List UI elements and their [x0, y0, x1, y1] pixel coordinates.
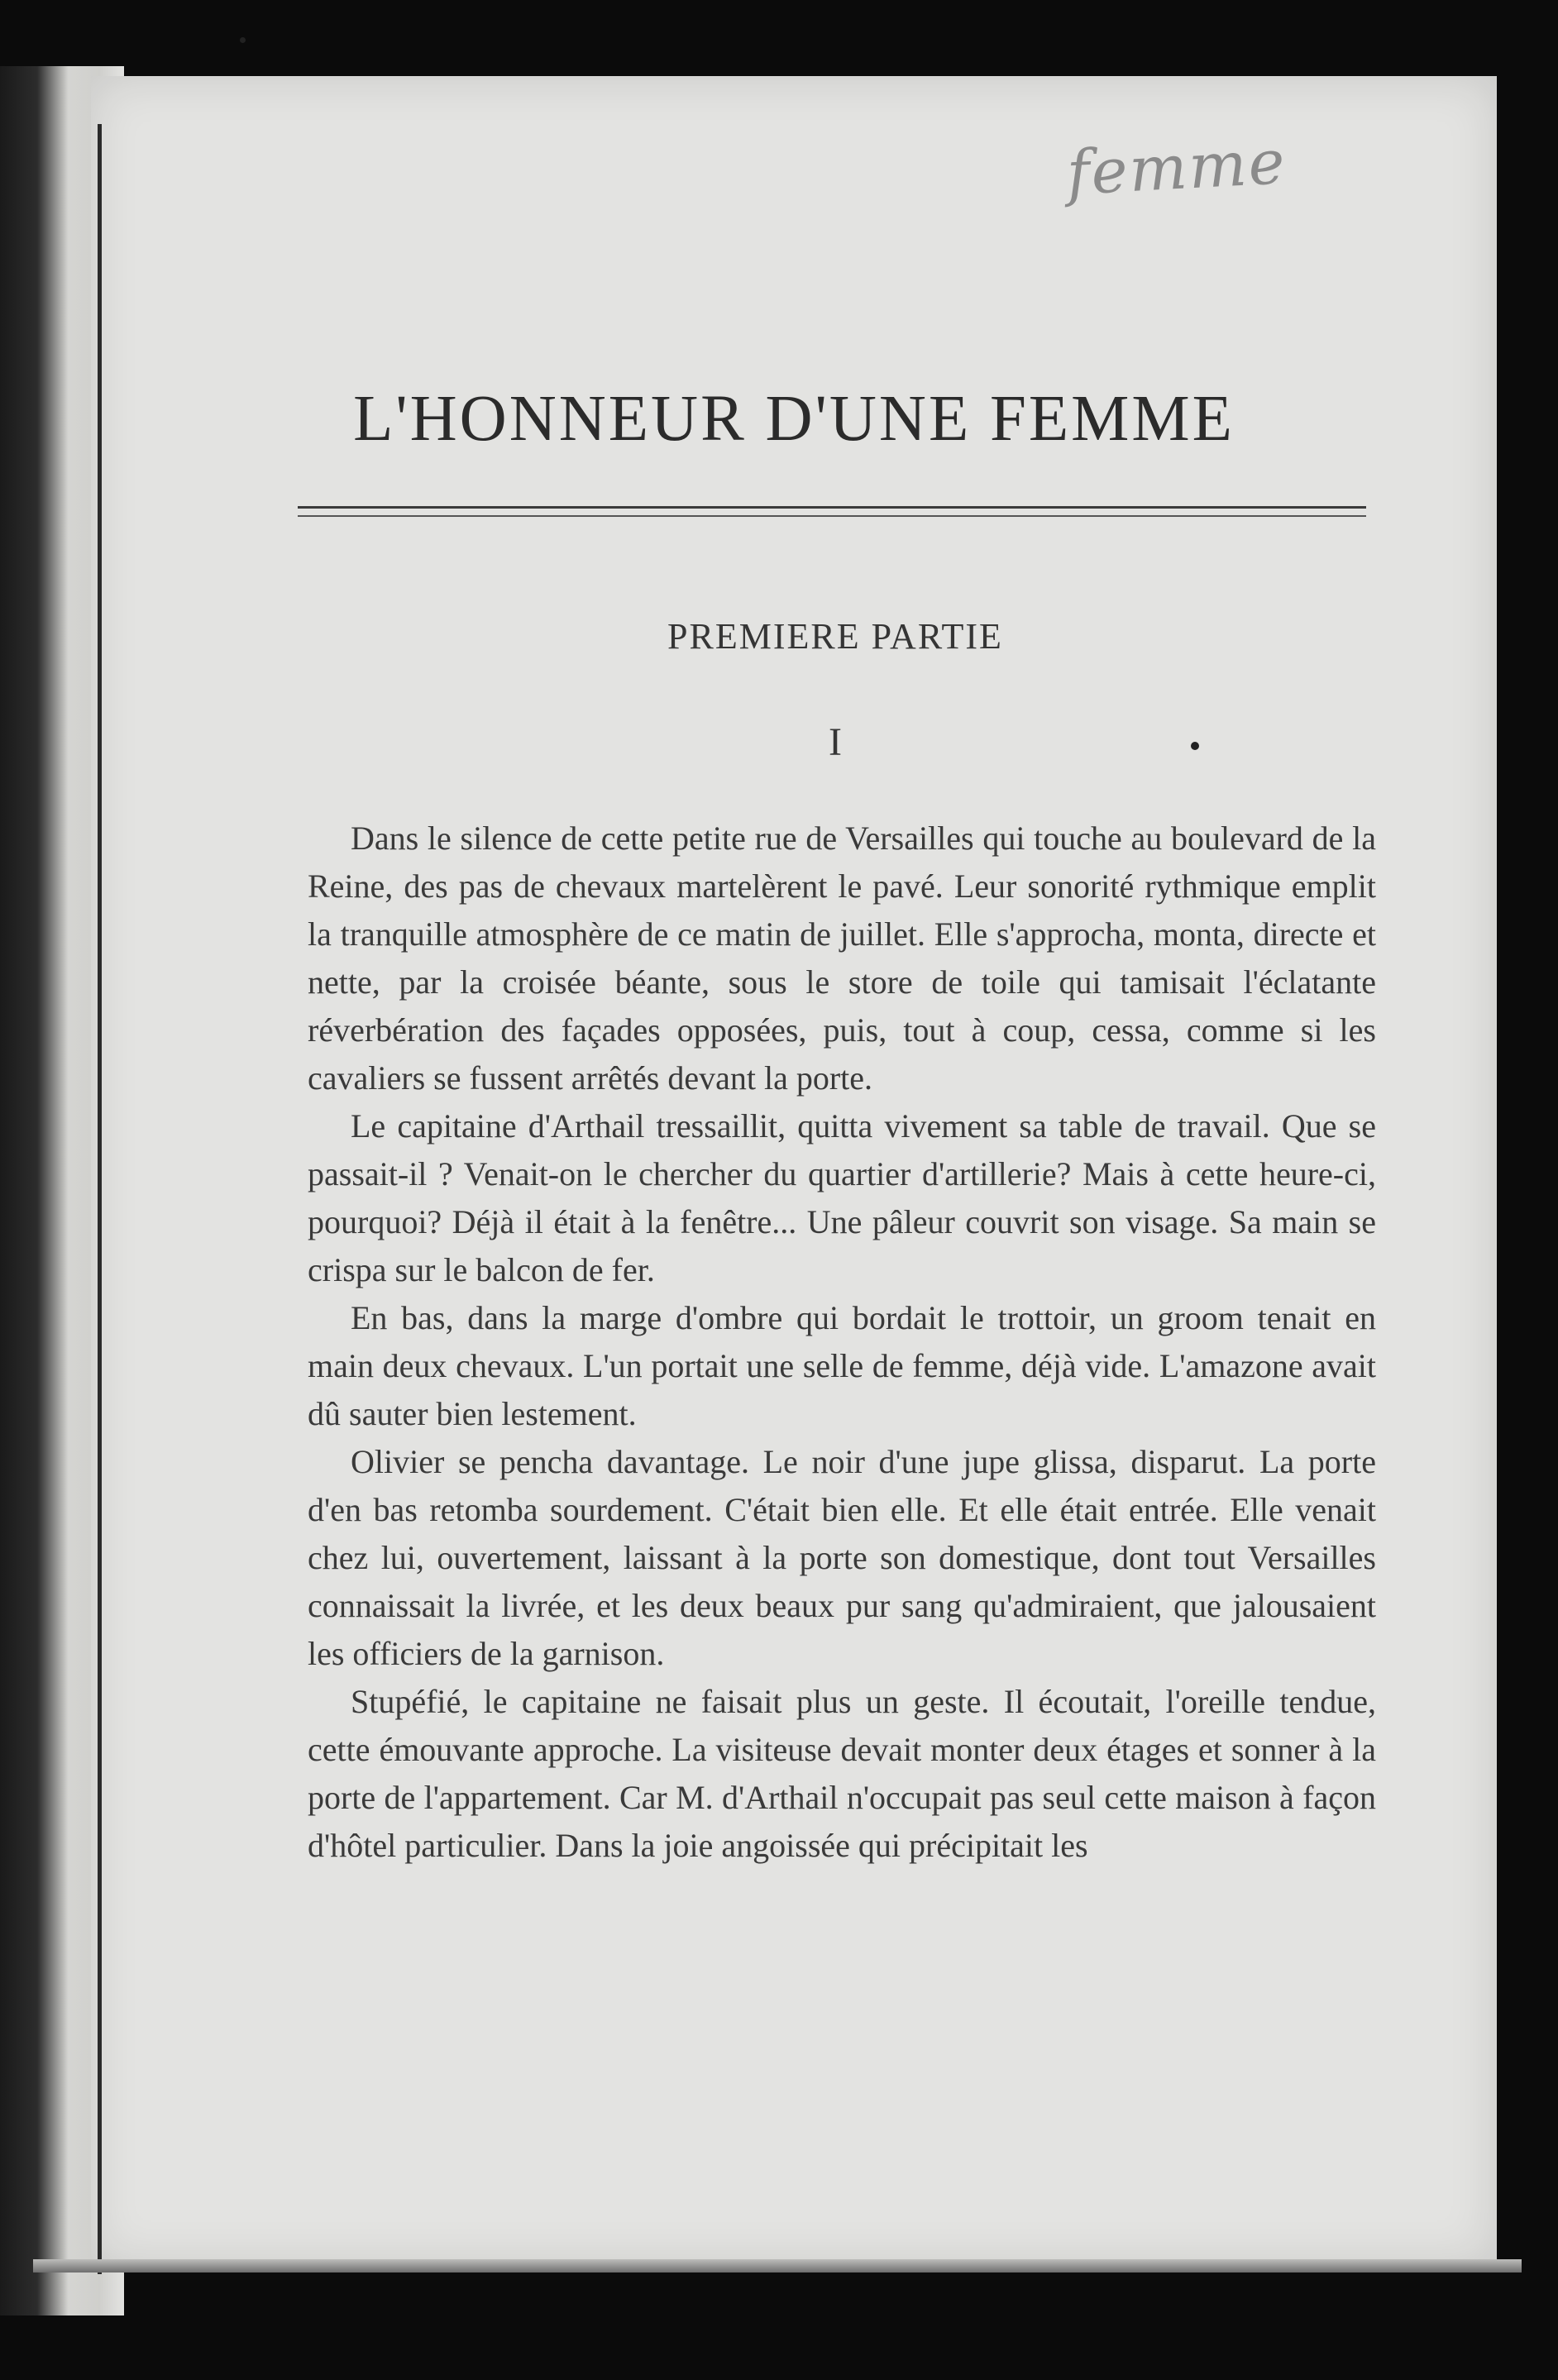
- binding-edge: [98, 124, 102, 2274]
- paragraph: Stupéfié, le capitaine ne faisait plus un geste. Il écoutait, l'oreille tendue, cette émouvante approche. La visiteuse devait monter deux étages et sonner à la porte de l'appartement. Car M. d'Arthail n'occupait pas seul cette maison à façon d'hôtel particulier. Dans la joie angoissée qui précipitait les: [308, 1683, 1376, 1864]
- paragraph: Dans le silence de cette petite rue de Versailles qui touche au boulevard de la Reine, des pas de chevaux martelèrent le pavé. Leur sonorité rythmique emplit la tranquille atmosphère de ce matin de juillet. Elle s'approcha, monta, directe et nette, par la croisée béante, sous le store de toile qui tamisait l'éclatante réverbération des façades opposées, puis, tout à coup, cessa, comme si les cavaliers se fussent arrêtés devant la porte.: [308, 820, 1376, 1097]
- speck-mark: [240, 37, 246, 43]
- paragraph: Olivier se pencha davantage. Le noir d'une jupe glissa, disparut. La porte d'en bas retomba sourdement. C'était bien elle. Et elle était entrée. Elle venait chez lui, ouvertement, laissant à la porte son domestique, dont tout Versailles connaissait la livrée, et les deux beaux pur sang qu'admiraient, que jalousaient les officiers de la garnison.: [308, 1443, 1376, 1672]
- body-text: [308, 815, 1376, 1870]
- speck-mark: [1191, 742, 1199, 750]
- paragraph: Le capitaine d'Arthail tressaillit, quitta vivement sa table de travail. Que se passait-il ? Venait-on le chercher du quartier d'artillerie? Mais à cette heure-ci, pourquoi? Déjà il était à la fenêtre... Une pâleur couvrit son visage. Sa main se crispa sur le balcon de fer.: [308, 1107, 1376, 1288]
- handwritten-note: femme: [1064, 127, 1288, 209]
- page-bottom-edge: [33, 2259, 1522, 2272]
- book-title: L'HONNEUR D'UNE FEMME: [353, 383, 1235, 455]
- chapter-number: I: [829, 720, 842, 764]
- title-rule-top: [298, 506, 1366, 509]
- paragraph: En bas, dans la marge d'ombre qui bordait le trottoir, un groom tenait en main deux chevaux. L'un portait une selle de femme, déjà vide. L'amazone avait dû sauter bien lestement.: [308, 1299, 1376, 1432]
- part-heading: PREMIERE PARTIE: [667, 616, 1003, 657]
- title-rule-bottom: [298, 515, 1366, 517]
